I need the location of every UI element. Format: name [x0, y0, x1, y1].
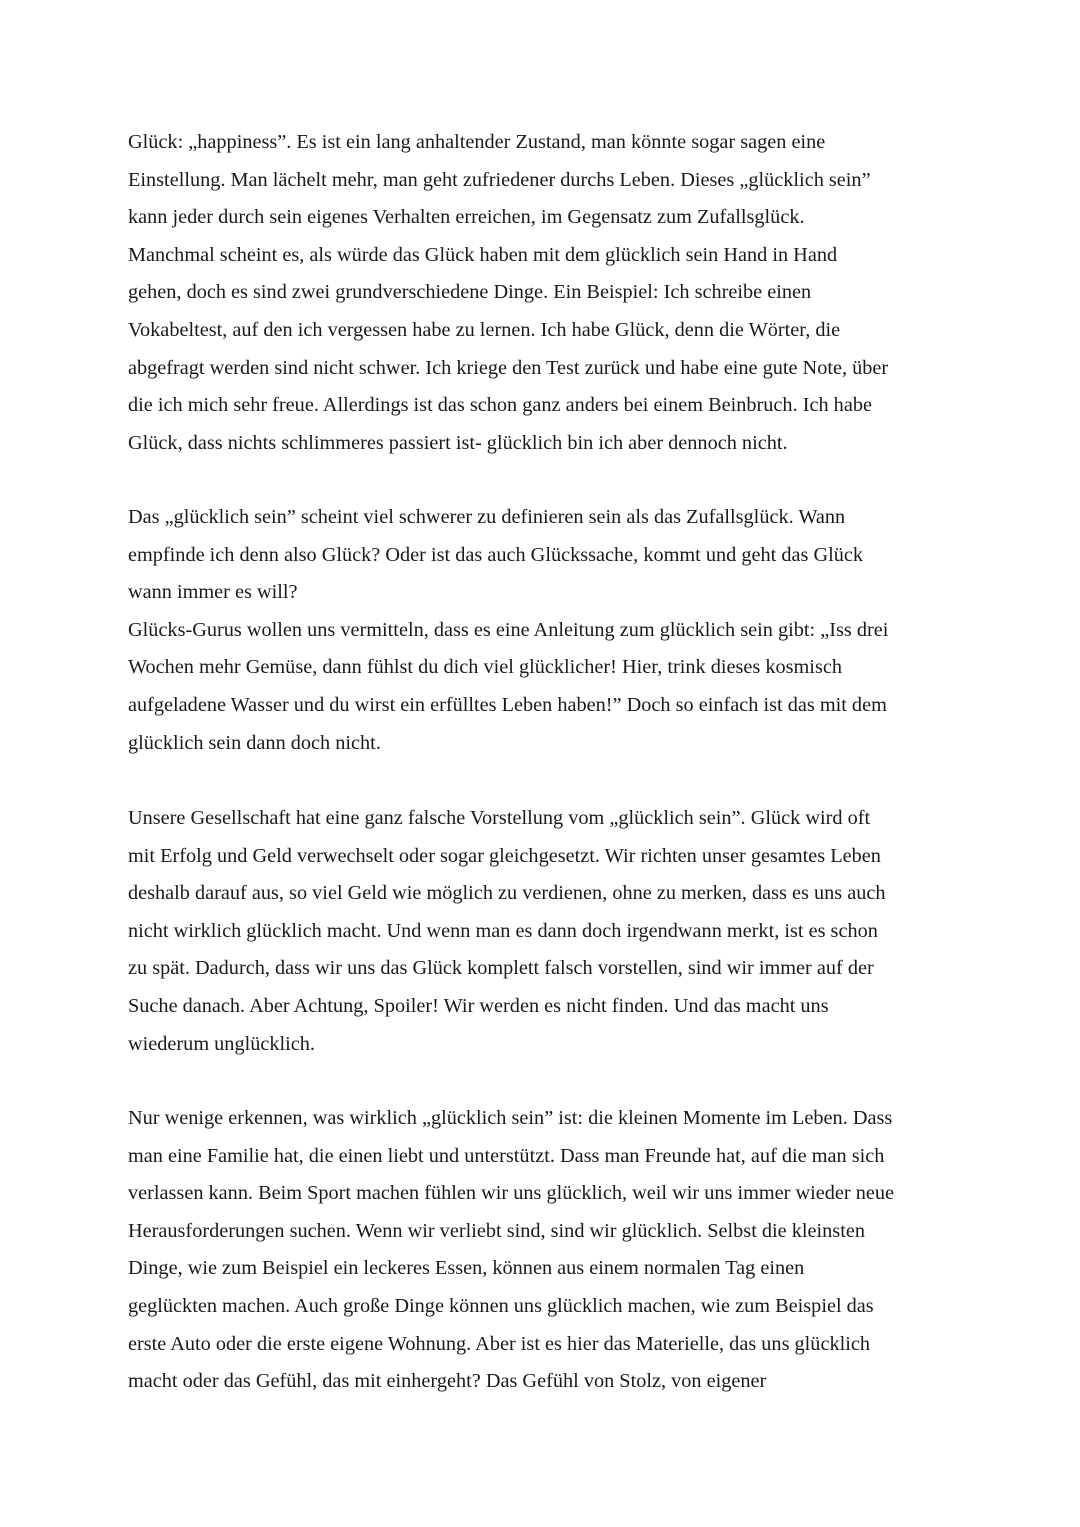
paragraph-2 — [128, 499, 958, 762]
text-line: nicht wirklich glücklich macht. Und wenn man es dann doch irgendwann merkt, ist es schon — [128, 919, 878, 942]
text-line: geglückten machen. Auch große Dinge können uns glücklich machen, wie zum Beispiel das — [128, 1294, 874, 1317]
text-line: verlassen kann. Beim Sport machen fühlen wir uns glücklich, weil wir uns immer wieder neue — [128, 1182, 894, 1205]
text-line: wiederum unglücklich. — [128, 1032, 315, 1055]
text-line: Glück, dass nichts schlimmeres passiert ist- glücklich bin ich aber dennoch nicht. — [128, 431, 788, 454]
text-line: Wochen mehr Gemüse, dann fühlst du dich viel glücklicher! Hier, trink dieses kosmisch — [128, 656, 842, 679]
text-line: deshalb darauf aus, so viel Geld wie möglich zu verdienen, ohne zu merken, dass es uns auch — [128, 882, 886, 905]
text-line: man eine Familie hat, die einen liebt und unterstützt. Dass man Freunde hat, auf die man sich — [128, 1144, 885, 1167]
text-line: Unsere Gesellschaft hat eine ganz falsche Vorstellung vom „glücklich sein”. Glück wird oft — [128, 807, 871, 829]
text-line: Manchmal scheint es, als würde das Glück haben mit dem glücklich sein Hand in Hand — [128, 243, 838, 266]
text-line: Dinge, wie zum Beispiel ein leckeres Essen, können aus einem normalen Tag einen — [128, 1257, 805, 1280]
text-line: Herausforderungen suchen. Wenn wir verliebt sind, sind wir glücklich. Selbst die kleinsten — [128, 1219, 865, 1242]
text-line: Das „glücklich sein” scheint viel schwerer zu definieren sein als das Zufallsglück. Wann — [128, 506, 846, 528]
text-line: mit Erfolg und Geld verwechselt oder sogar gleichgesetzt. Wir richten unser gesamtes Leben — [128, 844, 881, 867]
text-line: die ich mich sehr freue. Allerdings ist das schon ganz anders bei einem Beinbruch. Ich habe — [128, 394, 872, 417]
text-line: gehen, doch es sind zwei grundverschiedene Dinge. Ein Beispiel: Ich schreibe einen — [128, 281, 812, 304]
text-line: Suche danach. Aber Achtung, Spoiler! Wir werden es nicht finden. Und das macht uns — [128, 994, 829, 1017]
paragraph-3 — [128, 800, 958, 1063]
paragraph-4 — [128, 1100, 958, 1401]
text-line: empfinde ich denn also Glück? Oder ist das auch Glückssache, kommt und geht das Glück — [128, 543, 864, 566]
text-line: erste Auto oder die erste eigene Wohnung. Aber ist es hier das Materielle, das uns glücklich — [128, 1332, 870, 1355]
text-line: Nur wenige erkennen, was wirklich „glücklich sein” ist: die kleinen Momente im Leben. Dass — [128, 1107, 893, 1129]
text-line: zu spät. Dadurch, dass wir uns das Glück komplett falsch vorstellen, sind wir immer auf der — [128, 957, 874, 980]
text-line: Glücks-Gurus wollen uns vermitteln, dass es eine Anleitung zum glücklich sein gibt: „Iss drei — [128, 618, 889, 641]
text-line: wann immer es will? — [128, 581, 298, 604]
text-line: Vokabeltest, auf den ich vergessen habe zu lernen. Ich habe Glück, denn die Wörter, die — [128, 318, 841, 341]
text-line: kann jeder durch sein eigenes Verhalten erreichen, im Gegensatz zum Zufallsglück. — [128, 206, 805, 229]
paragraph-1 — [128, 124, 958, 462]
text-line: Glück: „happiness”. Es ist ein lang anhaltender Zustand, man könnte sogar sagen eine — [128, 131, 826, 153]
text-line: abgefragt werden sind nicht schwer. Ich kriege den Test zurück und habe eine gute Note, über — [128, 356, 889, 379]
text-line: glücklich sein dann doch nicht. — [128, 731, 381, 754]
text-line: macht oder das Gefühl, das mit einhergeht? Das Gefühl von Stolz, von eigener — [128, 1370, 767, 1393]
text-line: Einstellung. Man lächelt mehr, man geht zufriedener durchs Leben. Dieses „glücklich sein” — [128, 168, 871, 191]
text-line: aufgeladene Wasser und du wirst ein erfülltes Leben haben!” Doch so einfach ist das mit dem — [128, 693, 887, 716]
